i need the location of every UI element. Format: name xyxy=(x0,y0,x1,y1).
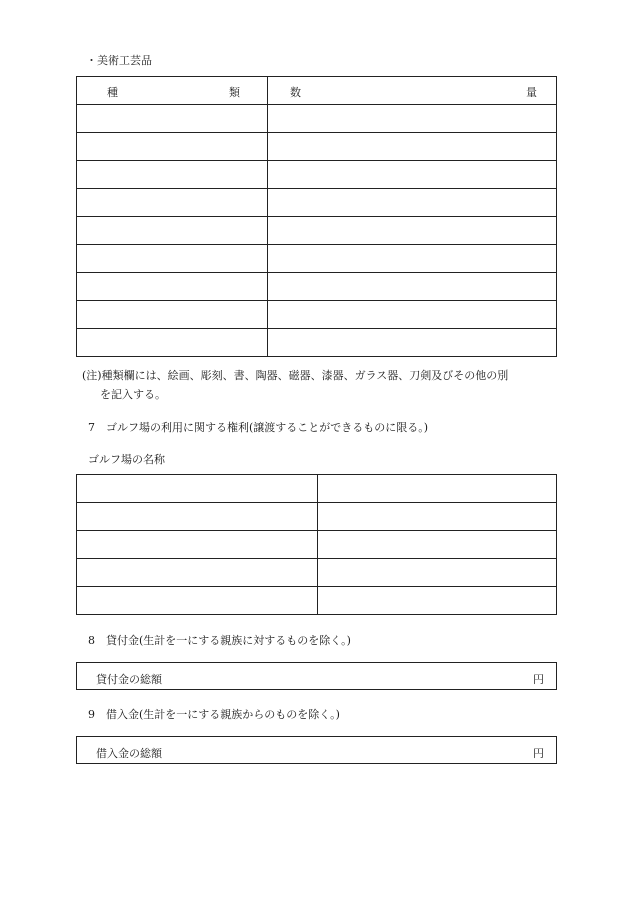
art-row xyxy=(77,161,557,189)
art-row xyxy=(77,329,557,357)
golf-row xyxy=(77,559,557,587)
debt-total-unit: 円 xyxy=(533,747,544,760)
art-row xyxy=(77,133,557,161)
debt-total-box[interactable] xyxy=(76,736,557,764)
golf-row xyxy=(77,587,557,615)
golf-cell-name[interactable] xyxy=(77,559,318,587)
golf-row xyxy=(77,531,557,559)
art-cell-type[interactable] xyxy=(77,273,268,301)
art-col-type-char1: 種 xyxy=(107,86,118,99)
art-cell-qty[interactable] xyxy=(268,245,557,273)
art-row xyxy=(77,301,557,329)
golf-subheading: ゴルフ場の名称 xyxy=(88,453,165,466)
loan-total-box[interactable] xyxy=(76,662,557,690)
art-cell-type[interactable] xyxy=(77,329,268,357)
art-cell-type[interactable] xyxy=(77,189,268,217)
art-row xyxy=(77,245,557,273)
debt-total-label: 借入金の総額 xyxy=(96,747,162,760)
art-cell-qty[interactable] xyxy=(268,217,557,245)
art-cell-type[interactable] xyxy=(77,245,268,273)
art-cell-qty[interactable] xyxy=(268,189,557,217)
golf-row xyxy=(77,475,557,503)
art-row xyxy=(77,105,557,133)
loan-heading: 8 貸付金(生計を一にする親族に対するものを除く。) xyxy=(88,634,351,647)
loan-total-unit: 円 xyxy=(533,673,544,686)
art-cell-type[interactable] xyxy=(77,105,268,133)
art-col-qty-char2: 量 xyxy=(526,86,537,99)
golf-cell-name[interactable] xyxy=(77,503,318,531)
art-note-line2: を記入する。 xyxy=(100,388,166,401)
art-cell-qty[interactable] xyxy=(268,273,557,301)
art-row xyxy=(77,189,557,217)
golf-heading: 7 ゴルフ場の利用に関する権利(譲渡することができるものに限る。) xyxy=(88,421,429,434)
art-table-header xyxy=(77,77,557,105)
art-col-type-header xyxy=(77,77,268,105)
art-col-qty-header xyxy=(268,77,557,105)
golf-cell-value[interactable] xyxy=(318,503,557,531)
art-cell-type[interactable] xyxy=(77,217,268,245)
art-col-qty-char1: 数 xyxy=(290,86,301,99)
golf-cell-value[interactable] xyxy=(318,475,557,503)
golf-cell-value[interactable] xyxy=(318,531,557,559)
art-col-type-char2: 類 xyxy=(229,86,240,99)
golf-table xyxy=(76,474,557,615)
art-note-line1: (注)種類欄には、絵画、彫刻、書、陶器、磁器、漆器、ガラス器、刀剣及びその他の別 xyxy=(82,369,509,382)
art-heading: ・美術工芸品 xyxy=(86,54,152,67)
debt-heading: 9 借入金(生計を一にする親族からのものを除く。) xyxy=(88,708,340,721)
golf-cell-value[interactable] xyxy=(318,587,557,615)
loan-total-label: 貸付金の総額 xyxy=(96,673,162,686)
golf-cell-value[interactable] xyxy=(318,559,557,587)
art-cell-qty[interactable] xyxy=(268,329,557,357)
art-row xyxy=(77,273,557,301)
art-cell-qty[interactable] xyxy=(268,133,557,161)
art-cell-qty[interactable] xyxy=(268,105,557,133)
golf-cell-name[interactable] xyxy=(77,531,318,559)
art-cell-type[interactable] xyxy=(77,133,268,161)
golf-cell-name[interactable] xyxy=(77,475,318,503)
golf-row xyxy=(77,503,557,531)
art-cell-type[interactable] xyxy=(77,161,268,189)
art-cell-qty[interactable] xyxy=(268,161,557,189)
golf-cell-name[interactable] xyxy=(77,587,318,615)
art-cell-type[interactable] xyxy=(77,301,268,329)
art-row xyxy=(77,217,557,245)
art-cell-qty[interactable] xyxy=(268,301,557,329)
art-table xyxy=(76,76,557,357)
